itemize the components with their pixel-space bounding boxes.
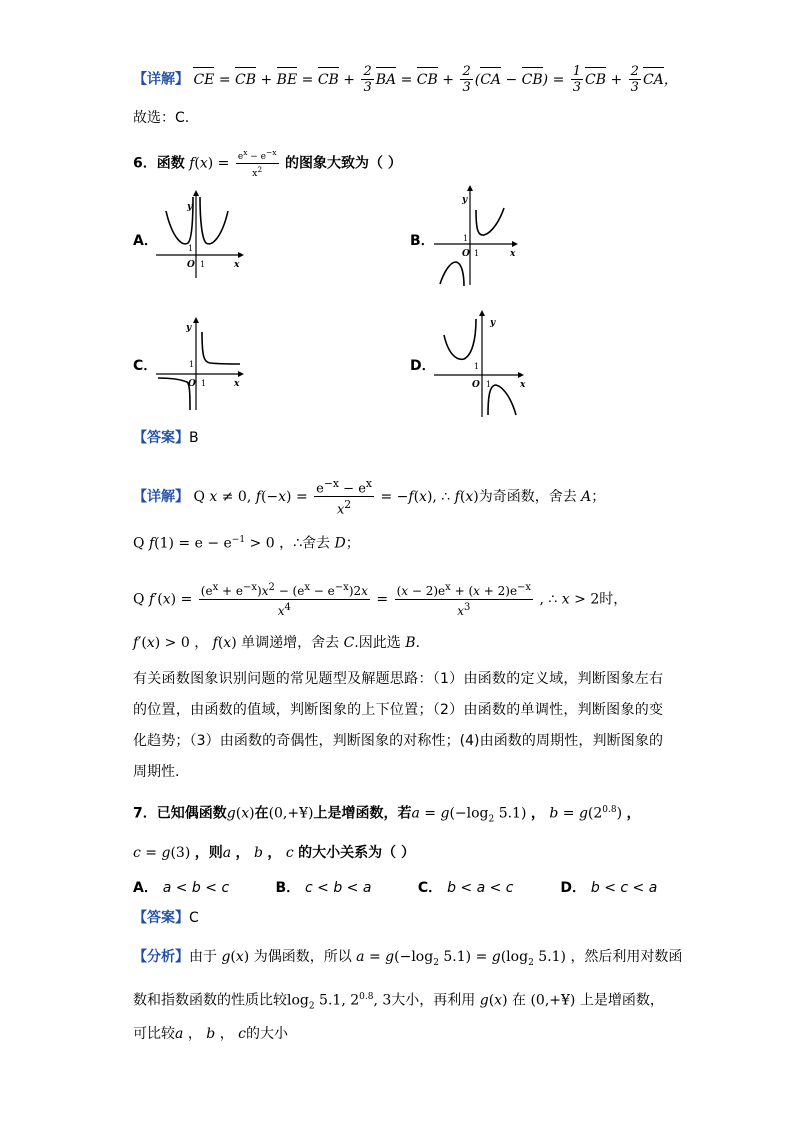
answer-tag: 【答案】 — [133, 430, 189, 446]
q6-detail-4: f′(x) > 0 ， f(x) 单调递增，舍去 C.因此选 B. — [133, 635, 420, 651]
analysis-tag: 【分析】 — [133, 949, 189, 965]
answer-value: B — [189, 430, 199, 446]
svg-text:x: x — [234, 379, 240, 389]
option-a-label: A． — [133, 233, 158, 249]
svg-text:1: 1 — [474, 362, 480, 371]
svg-text:O: O — [187, 260, 195, 270]
svg-text:1: 1 — [486, 380, 492, 389]
question-7-stem-1: 7．已知偶函数g(x)在(0,+¥)上是增函数，若$a = g(-\log_2$ 5.1) ， $b = g(2^{0.8})$ ， — [133, 805, 641, 825]
option-b-label: B． — [410, 233, 435, 249]
vector-equation: CE = CB + BE = CB + $\frac{2}{3}$ BA = CB + $\frac{2}{3}$ (CA − CB) = $\frac{1}{3}$ CB + $\frac{2}{3}$ CA， — [193, 64, 678, 95]
q6-answer — [133, 428, 199, 448]
q6-detail-1: 【详解】 Q x ≠ 0, f(−x) = $\frac{e^{-x} - e^x}{x^2}$ = −f(x), ∴ f(x)为奇函数，舍去 A； — [133, 477, 606, 518]
graph-d — [430, 305, 540, 420]
svg-text:1: 1 — [201, 379, 207, 388]
svg-text:1: 1 — [189, 360, 195, 369]
graph-b — [430, 180, 530, 290]
question-6-stem: 6．函数 f(x) = $\frac{e^x - e^{-x}}{x^2}$ 的图象大致为（ ） — [133, 148, 402, 179]
svg-text:x: x — [520, 380, 526, 390]
detail-vector-line — [133, 64, 678, 95]
graph-c — [152, 312, 252, 412]
q6-note: 有关函数图象识别问题的常见题型及解题思路：（1）由函数的定义域，判断图象左右的位置，由函数的值域，判断图象的上下位置；（2）由函数的单调性，判断图象的变化趋势；（3）由函数的奇偶性，判断图象的对称性；(4)由函数的周期性，判断图象的周期性. — [133, 671, 663, 780]
option-c-label: C． — [133, 358, 158, 374]
svg-text:x: x — [510, 249, 516, 259]
question-7-stem-2: c = g(3) ，则a ， b ， c 的大小关系为（ ） — [133, 845, 416, 861]
graph-a — [152, 185, 252, 280]
svg-text:1: 1 — [200, 260, 206, 269]
svg-text:O: O — [462, 249, 470, 259]
svg-text:1: 1 — [474, 249, 480, 258]
q6-detail-3: Q f′(x) = $\frac{(e^x + e^{-x})x^2 - (e^x - e^{-x})2x}{x^4}$ = $\frac{(x - 2)e^x + (x + 2)e^{-x}}{x^3}$ , ∴ x > 2时， — [133, 582, 628, 618]
q7-analysis-3: 可比较a ， b ， c的大小 — [133, 1026, 288, 1042]
q7-answer — [133, 908, 199, 928]
svg-text:1: 1 — [463, 234, 469, 243]
q7-answer-tag: 【答案】 — [133, 910, 189, 926]
option-d-label: D． — [410, 358, 436, 374]
q6-prefix: 6．函数 — [133, 155, 185, 172]
detail-tag-2: 【详解】 — [133, 488, 189, 505]
svg-text:y: y — [490, 318, 496, 328]
svg-text:1: 1 — [188, 244, 194, 253]
choice-line: 故选：C. — [133, 110, 190, 126]
q6-suffix: 的图象大致为（ ） — [284, 155, 402, 172]
svg-text:y: y — [186, 323, 192, 333]
svg-text:O: O — [472, 380, 480, 390]
svg-text:y: y — [462, 195, 468, 205]
q6-detail-2: Q $f(1) = e - e^{-1} > 0$ ，∴舍去 D； — [133, 535, 360, 552]
q7-analysis-2: 数和指数函数的性质比较$\log_2 5.1$, $2^{0.8}$, 3大小，再利用 g(x) 在 (0,+¥) 上是增函数， — [133, 992, 664, 1012]
svg-text:y: y — [187, 202, 193, 212]
svg-text:O: O — [188, 379, 196, 389]
svg-text:x: x — [234, 260, 240, 270]
q7-answer-value: C — [189, 910, 199, 926]
q7-analysis-1: 【分析】由于 g(x) 为偶函数，所以 $a = g(-\log_2$ $5.1) = g(\log_2$ 5.1) ，然后利用对数函 — [133, 949, 683, 968]
detail-tag: 【详解】 — [133, 71, 189, 88]
q7-options: A． a < b < c B． c < b < a C． b < a < c D． b < c < a — [133, 880, 658, 896]
